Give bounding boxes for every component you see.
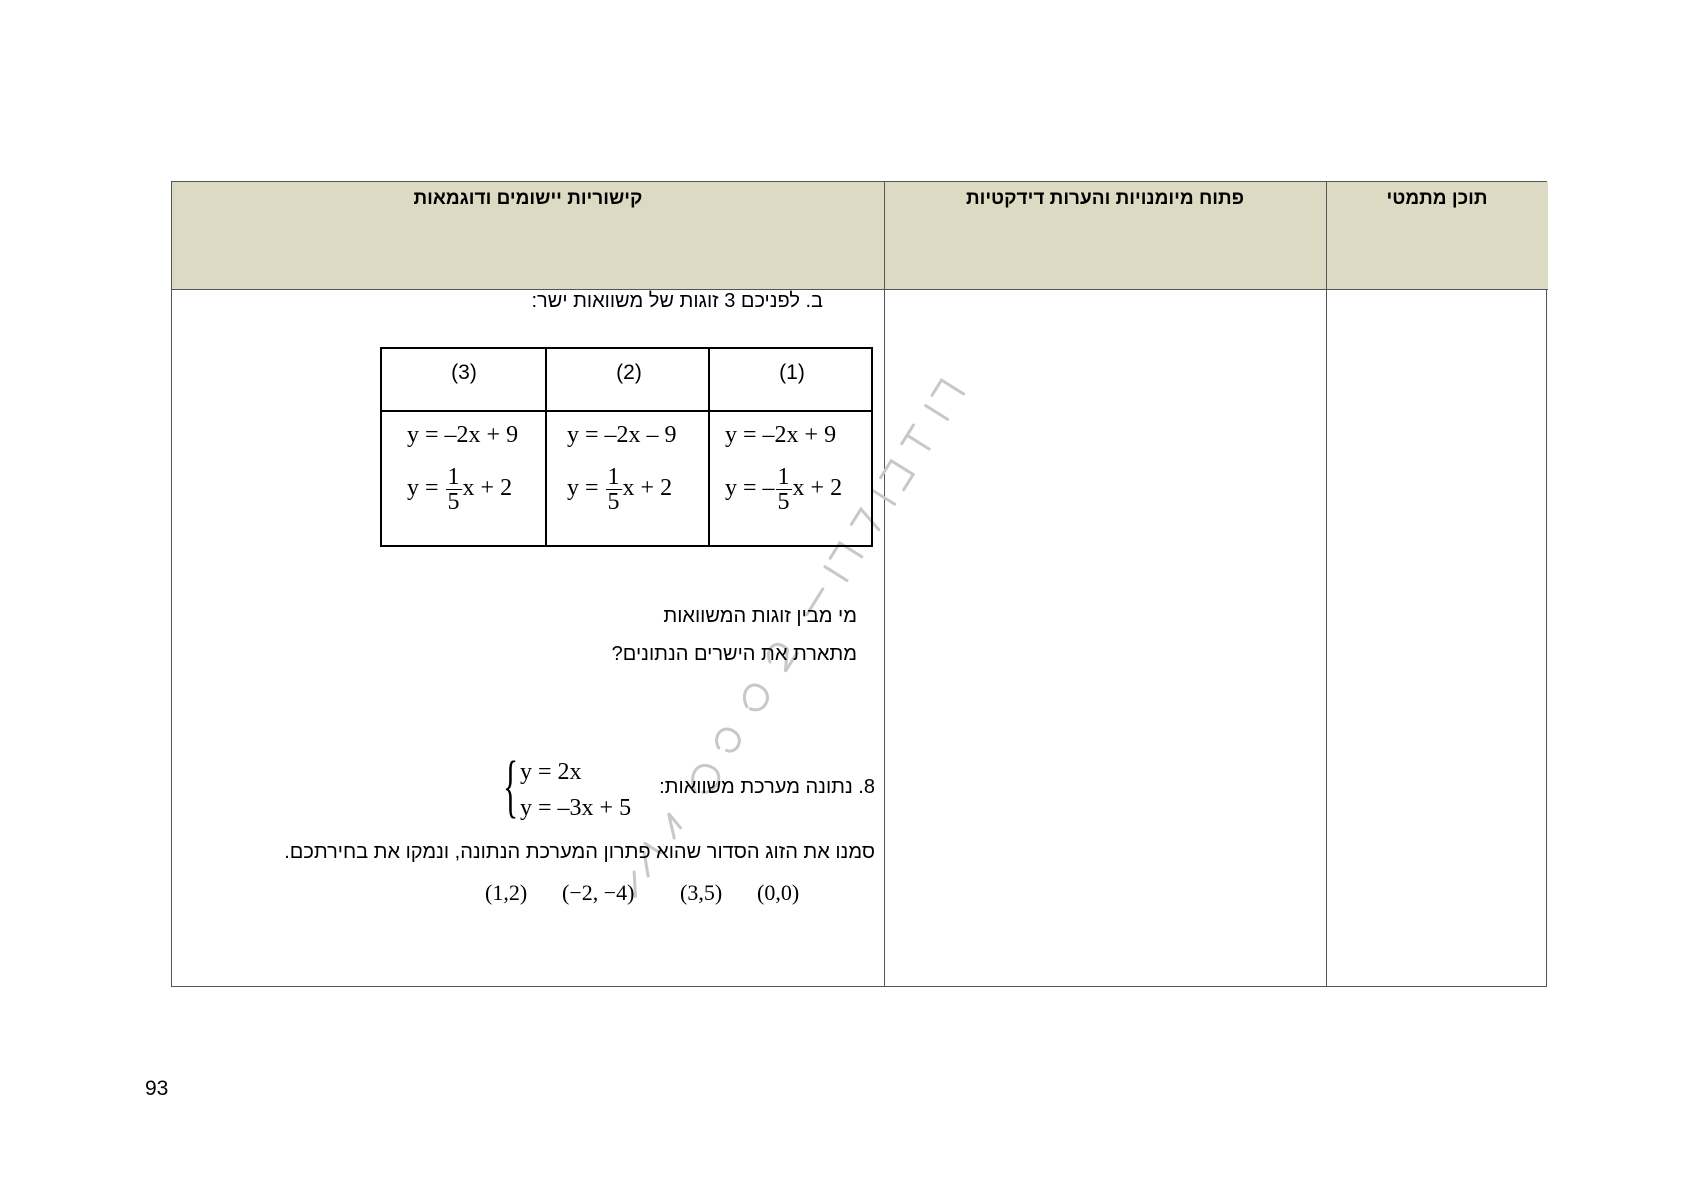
system-equation-2: y = –3x + 5 [520,795,632,821]
header-math-content: תוכן מתמטי [1386,188,1488,209]
equation-suffix: x + 2 [462,475,513,502]
pair-1-equation-2 [725,465,842,514]
pair-2-header: (2) [616,361,642,384]
header-didactic-notes: פתוח מיומנויות והערות דידקטיות [965,188,1245,209]
option-1: (0,0) [757,880,800,905]
pair-3-equation-2 [407,465,512,514]
fraction-numerator: 1 [607,464,620,490]
pair-3-equation-1: y = –2x + 9 [407,422,519,448]
table-divider [382,410,871,412]
fraction [446,465,462,514]
system-brace: { [503,748,519,825]
pair-1-equation-1: y = –2x + 9 [725,422,837,448]
pair-2-equation-2 [567,465,672,514]
fraction-denominator: 5 [777,489,790,515]
question-8-label: 8. נתונה מערכת משוואות: [659,776,875,798]
fraction-denominator: 5 [607,489,620,515]
fraction-denominator: 5 [447,489,460,515]
question-line-2: מתארת את הישרים הנתונים? [611,643,857,665]
option-3: (−2, −4) [562,880,635,905]
question-8-instruction: סמנו את הזוג הסדור שהוא פתרון המערכת הנתונה, ונמקו את בחירתכם. [284,841,875,863]
curriculum-table [171,181,1547,987]
equation-prefix: y = [567,475,605,502]
question-line-1: מי מבין זוגות המשוואות [663,605,857,627]
pair-3-header: (3) [451,361,477,384]
fraction [776,465,792,514]
option-2: (3,5) [680,880,723,905]
equation-prefix: y = [407,475,445,502]
part-b-intro: ב. לפניכם 3 זוגות של משוואות ישר: [531,290,823,312]
pair-1-header: (1) [779,361,805,384]
fraction-numerator: 1 [447,464,460,490]
column-divider [1326,182,1327,986]
option-4: (1,2) [485,880,528,905]
equation-suffix: x + 2 [792,475,843,502]
equation-prefix: y = – [725,475,775,502]
equation-suffix: x + 2 [622,475,673,502]
page-number: 93 [145,1077,169,1100]
pair-2-equation-1: y = –2x – 9 [567,422,677,448]
header-applications-examples: קישוריות יישומים ודוגמאות [413,188,643,209]
system-equation-1: y = 2x [520,759,582,785]
equation-pairs-table [380,347,873,547]
column-divider [884,182,885,986]
fraction [606,465,622,514]
fraction-numerator: 1 [777,464,790,490]
